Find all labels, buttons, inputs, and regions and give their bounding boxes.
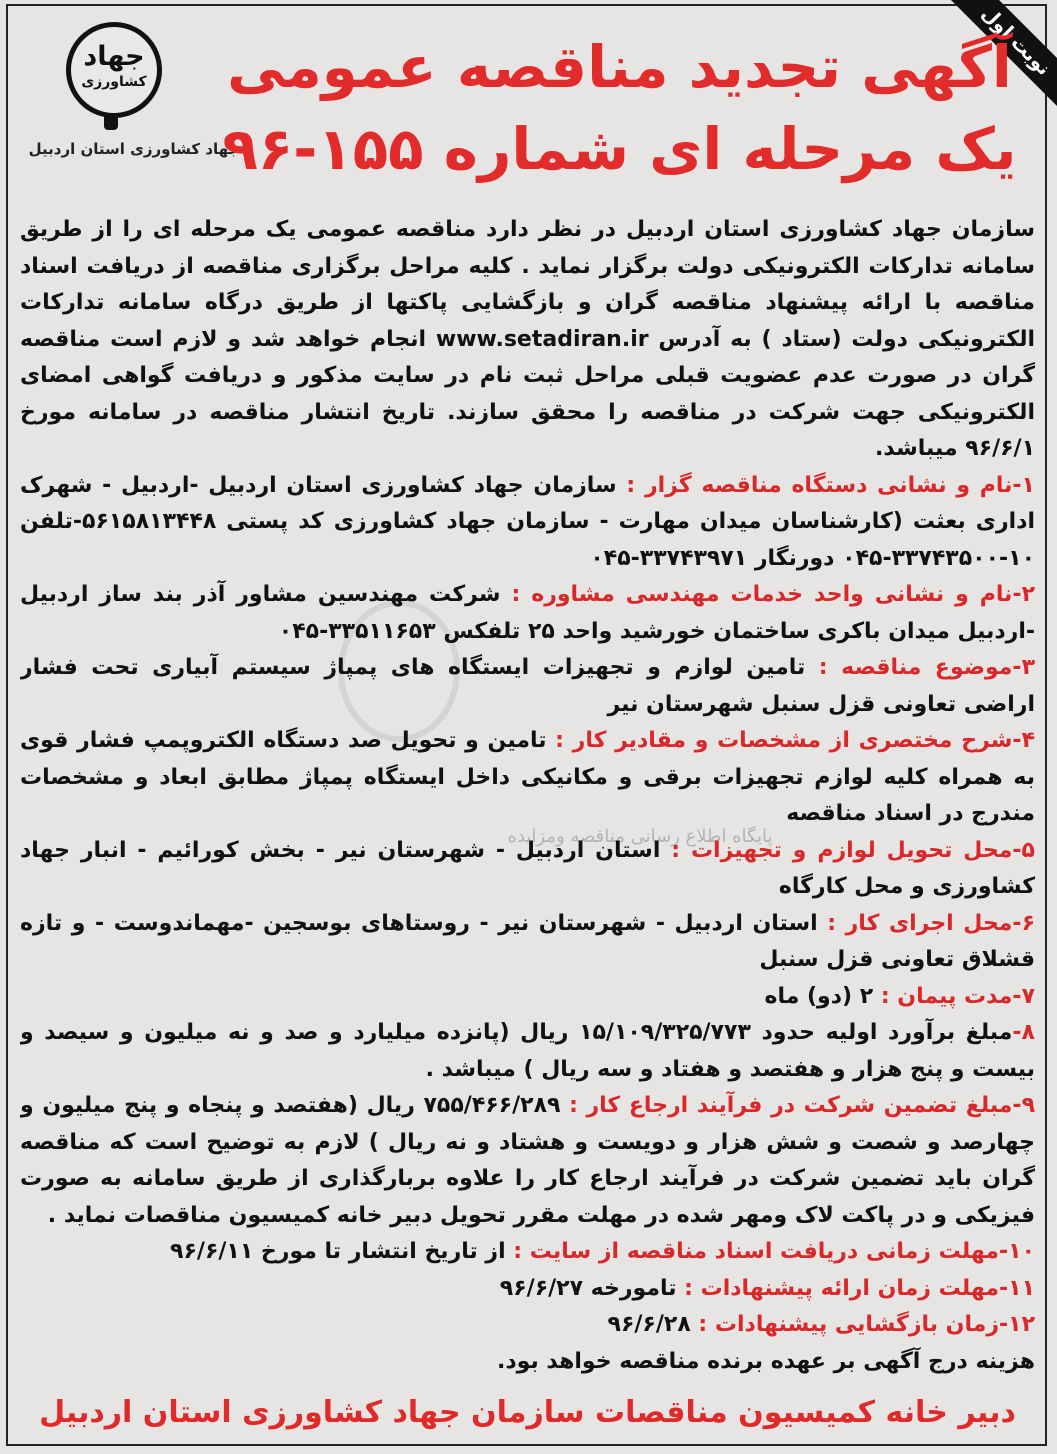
item-3	[20, 650, 1035, 723]
title-line-2: یک مرحله ای شماره ۱۵۵-۹۶	[222, 115, 1017, 183]
item-label: ۱-نام و نشانی دستگاه مناقصه گزار :	[626, 472, 1035, 498]
item-text: ۲ (دو) ماه	[764, 983, 874, 1009]
logo-caption: جهاد کشاورزی استان اردبیل	[28, 140, 240, 158]
item-text: تامورخه ۹۶/۶/۲۷	[499, 1275, 677, 1301]
item-11	[20, 1271, 1035, 1308]
item-9	[20, 1088, 1035, 1234]
logo-stem	[104, 114, 118, 130]
item-label: ۱۲-زمان بازگشایی پیشنهادات :	[698, 1312, 1035, 1337]
item-text: تامین و تحویل صد دستگاه الکتروپمپ فشار قوی به همراه کلیه لوازم تجهیزات برقی و مکانیکی داخل ایستگاه پمپاژ مطابق ابعاد و مشخصات مندرج در اسناد مناقصه	[20, 728, 1035, 826]
item-1	[20, 468, 1035, 578]
item-label: ۶-محل اجرای کار :	[827, 910, 1035, 936]
item-7	[20, 979, 1035, 1016]
item-text: از تاریخ انتشار تا مورخ ۹۶/۶/۱۱	[170, 1239, 506, 1264]
item-text: سازمان جهاد کشاورزی استان اردبیل -اردبیل - شهرک اداری بعثت (کارشناسان میدان مهارت - سازمان جهاد کشاورزی کد پستی ۵۶۱۵۸۱۳۴۴۸-تلفن ۱۰-۳۳۷۴۳۵۰۰-۰۴۵ دورنگار ۳۳۷۴۳۹۷۱-۰۴۵	[20, 472, 1035, 571]
ribbon-label: نوبت اول	[945, 0, 1057, 112]
item-label: ۹-مبلغ تضمین شرکت در فرآیند ارجاع کار :	[569, 1093, 1035, 1118]
logo-main-text: جهاد	[83, 41, 145, 72]
announcement-body	[20, 212, 1035, 1382]
publish-first	[699, 1380, 1035, 1382]
item-6	[20, 906, 1035, 979]
cost-note: هزینه درج آگهی بر عهده برنده مناقصه خواهد بود.	[497, 1348, 1035, 1374]
item-label: ۱۰-مهلت زمانی دریافت اسناد مناقصه از سایت :	[513, 1239, 1035, 1264]
publish-second	[20, 1380, 349, 1382]
item-text: مبلغ برآورد اولیه حدود ۱۵/۱۰۹/۳۲۵/۷۷۳ ریال (پانزده میلیارد و صد و نه میلیون و سیصد و بیست و پنج هزار و هفتصد و هفتاد و سه ریال ) میباشد .	[20, 1020, 1035, 1082]
item-2	[20, 577, 1035, 650]
footer-signature: دبیر خانه کمیسیون مناقصات سازمان جهاد کشاورزی استان اردبیل	[39, 1395, 1016, 1430]
item-label: ۴-شرح مختصری از مشخصات و مقادیر کار :	[555, 728, 1035, 753]
item-label: ۸-	[1012, 1020, 1035, 1045]
item-text: استان اردبیل - شهرستان نیر - روستاهای بوسجین -مهماندوست - و تازه قشلاق تعاونی قزل سنبل	[20, 910, 1035, 972]
item-label: ۷-مدت پیمان :	[880, 983, 1035, 1009]
organization-logo	[66, 22, 162, 118]
item-label: ۱۱-مهلت زمان ارائه پیشنهادات :	[684, 1275, 1035, 1301]
item-12	[20, 1307, 1035, 1344]
item-text: ۷۵۵/۴۶۶/۲۸۹ ریال (هفتصد و پنجاه و پنج میلیون و چهارصد و شصت و شش هزار و دویست و هشتاد و نه ریال ) لازم به توضیح است که مناقصه گران باید تضمین شرکت در فرآیند ارجاع کار را علاوه بربارگذاری از طریق سامانه به صورت فیزیکی و در پاکت لاک ومهر شده در مهلت مقرر تحویل دبیر خانه کمیسیون مناقصات نماید .	[20, 1093, 1035, 1228]
item-label: ۳-موضوع مناقصه :	[818, 655, 1035, 680]
intro-paragraph: سازمان جهاد کشاورزی استان اردبیل در نظر دارد مناقصه عمومی یک مرحله ای را از طریق سامانه تدارکات الکترونیکی دولت برگزار نماید . کلیه مراحل برگزاری مناقصه از دریافت اسناد مناقصه با ارائه پیشنهاد مناقصه گران و بازگشایی پاکتها از طریق درگاه سامانه تدارکات الکترونیکی دولت (ستاد ) به آدرس www.setadiran.ir انجام خواهد شد و لازم است مناقصه گران در صورت عدم عضویت قبلی مراحل ثبت نام در سایت مذکور و دریافت گواهی امضای الکترونیکی جهت شرکت در مناقصه را محقق سازند. تاریخ انتشار مناقصه در سامانه مورخ ۹۶/۶/۱ میباشد.	[20, 217, 1035, 461]
item-label: ۲-نام و نشانی واحد خدمات مهندسی مشاوره :	[511, 582, 1035, 607]
item-10	[20, 1234, 1035, 1271]
watermark-text: پایگاه اطلاع رسانی مناقصه ومزایده	[507, 826, 773, 847]
item-8	[20, 1015, 1035, 1088]
item-text: تامین لوازم و تجهیزات ایستگاه های پمپاژ سیستم آبیاری تحت فشار اراضی تعاونی قزل سنبل شهرستان نیر	[20, 655, 1035, 717]
item-text: شرکت مهندسین مشاور آذر بند ساز اردبیل -اردبیل میدان باکری ساختمان خورشید واحد ۲۵ تلفکس ۳۳۵۱۱۶۵۳-۰۴۵	[20, 582, 1035, 644]
item-label: ۵-محل تحویل لوازم و تجهیزات :	[671, 837, 1035, 863]
item-5	[20, 833, 1035, 906]
title-line-1: آگهی تجدید مناقصه عمومی	[227, 33, 1012, 101]
announcement-title	[222, 26, 1017, 196]
item-text: ۹۶/۶/۲۸	[607, 1312, 691, 1337]
item-text: استان اردبیل - شهرستان نیر - بخش کورائیم - انبار جهاد کشاورزی و محل کارگاه	[20, 837, 1035, 899]
publish-dates	[20, 1380, 1035, 1382]
item-4	[20, 723, 1035, 833]
logo-sub-text: کشاورزی	[81, 74, 147, 90]
